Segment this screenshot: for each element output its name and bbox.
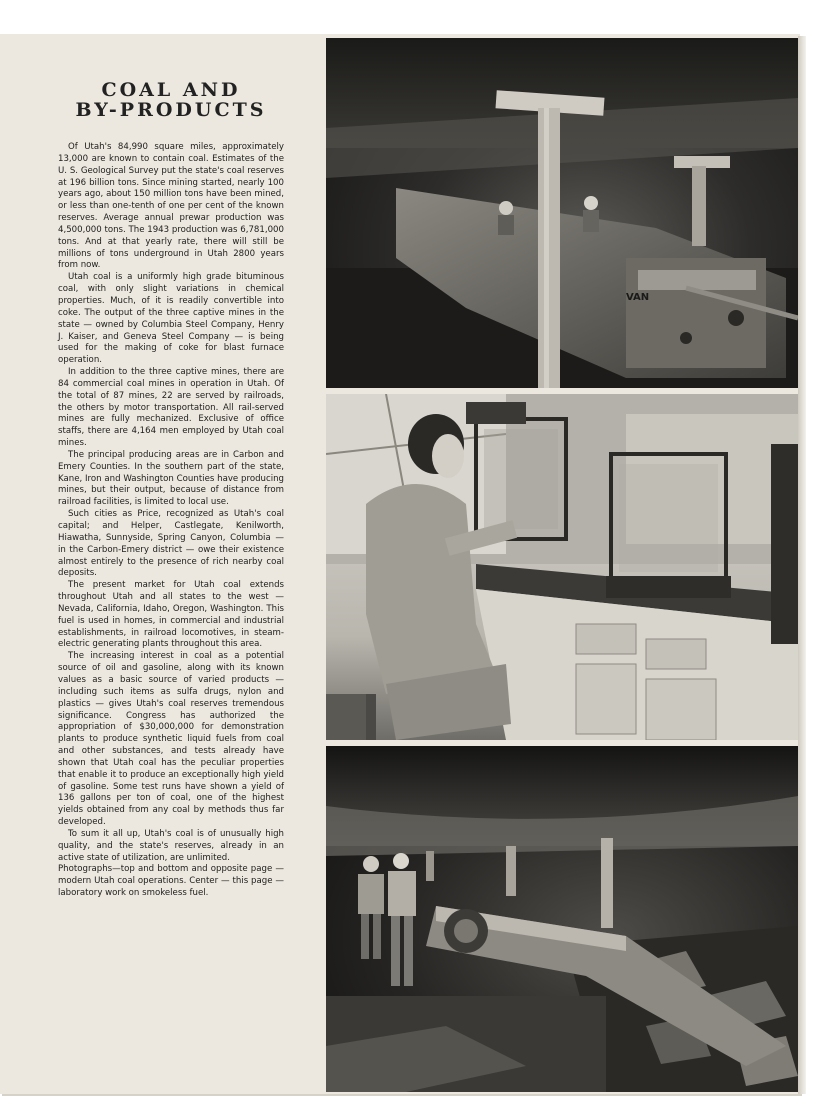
mining-machine-illustration: [326, 746, 798, 1092]
paragraph: In addition to the three captive mines, there are 84 commercial coal mines in operation in Utah. Of the total of 87 mines, 22 are served by railroads, the others by motor transportation. All rail-served mines are fully mechanized. Exclusive of office staffs, there are 4,164 men employed by Utah coal mines.: [58, 367, 284, 449]
photo-mine-shuttle-car: [326, 38, 798, 388]
paragraph: Such cities as Price, recognized as Utah's coal capital; and Helper, Castlegate, Kenilworth, Hiawatha, Sunnyside, Spring Canyon, Columbia — in the Carbon-Emery district — owe their existence almost entirely to the presence of rich nearby coal deposits.: [58, 509, 284, 579]
paragraph: The present market for Utah coal extends throughout Utah and all states to the west — Nevada, California, Idaho, Oregon, Washington. This fuel is used in homes, in commercial and industrial establishments, in railroad locomotives, in steam-electric generating plants throughout this area.: [58, 580, 284, 650]
paragraph: The increasing interest in coal as a potential source of oil and gasoline, along with its known values as a basic source of varied products — including such items as sulfa drugs, nylon and plastics — gives Utah's coal reserves tremendous significance. Congress has authorized the appropriation of $30,000,000 for demonstration plants to produce synthetic liquid fuels from coal and other substances, and tests already have shown that Utah coal has the peculiar properties that enable it to produce an exceptionally high yield of gasoline. Some test runs have shown a yield of 136 gallons per ton of coal, one of the highest yields obtained from any coal by methods thus far developed.: [58, 651, 284, 828]
article-body: [58, 142, 284, 900]
page-edge: [798, 36, 806, 1094]
laboratory-illustration: [326, 394, 798, 740]
photo-laboratory: [326, 394, 798, 740]
paragraph: Utah coal is a uniformly high grade bituminous coal, with only slight variations in chemical properties. Much, of it is readily convertible into coke. The output of the three captive mines in the state — owned by Columbia Steel Company, Henry J. Kaiser, and Geneva Steel Company — is being used for the making of coke for blast furnace operation.: [58, 272, 284, 366]
car-stamp: VAN: [626, 292, 650, 303]
article-column: [58, 80, 284, 900]
title-line-1: COAL AND: [101, 79, 241, 101]
photo-caption: Photographs—top and bottom and opposite page — modern Utah coal operations. Center — this page — laboratory work on smokeless fuel.: [58, 864, 284, 899]
article-title: [58, 80, 284, 120]
mine-scene-illustration: [326, 38, 798, 388]
paragraph: To sum it all up, Utah's coal is of unusually high quality, and the state's reserves, already in an active state of utilization, are unlimited.: [58, 828, 284, 863]
photo-mining-machine: [326, 746, 798, 1092]
paragraph: Of Utah's 84,990 square miles, approximately 13,000 are known to contain coal. Estimates of the U. S. Geological Survey put the state's coal reserves at 196 billion tons. Since mining started, nearly 100 years ago, about 150 million tons have been mined, or less than one-tenth of one per cent of the known reserves. Average annual prewar production was 4,500,000 tons. The 1943 production was 6,781,000 tons. And at that yearly rate, there will still be millions of tons underground in Utah 2800 years from now.: [58, 142, 284, 271]
title-line-2: BY-PRODUCTS: [75, 99, 267, 121]
paragraph: The principal producing areas are in Carbon and Emery Counties. In the southern part of the state, Kane, Iron and Washington Counties have producing mines, but their output, because of distance from railroad facilities, is limited to local use.: [58, 449, 284, 508]
